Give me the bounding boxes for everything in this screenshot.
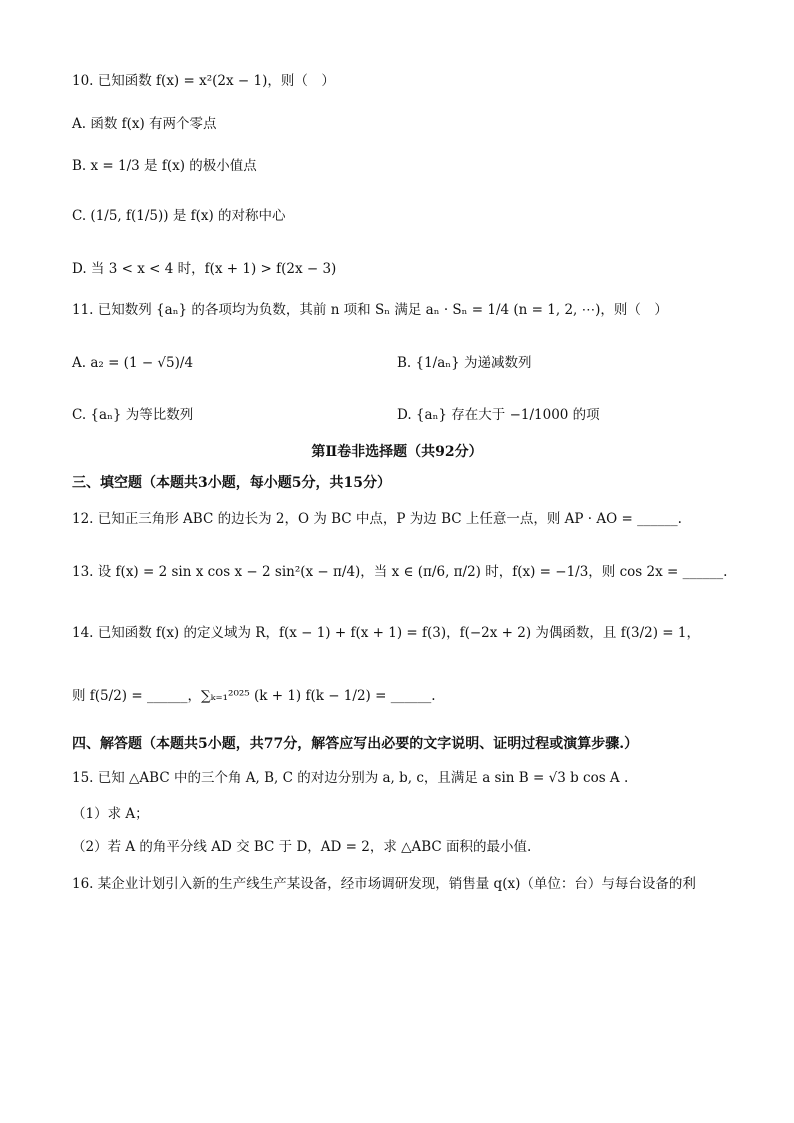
- section4-heading: 四、解答题（本题共5小题，共77分，解答应写出必要的文字说明、证明过程或演算步骤.）: [72, 736, 639, 752]
- q15-stem: 15. 已知 △ABC 中的三个角 A, B, C 的对边分别为 a, b, c，且满足 a sin B = √3 b cos A .: [72, 770, 629, 786]
- section3-heading: 三、填空题（本题共3小题，每小题5分，共15分）: [72, 475, 391, 491]
- q11-option-a: A. a₂ = (1 − √5)/4: [72, 355, 194, 371]
- q10-option-d: D. 当 3 < x < 4 时，f(x + 1) > f(2x − 3): [72, 261, 337, 277]
- q11-option-c: C. {aₙ} 为等比数列: [72, 407, 194, 423]
- q10-stem: 10. 已知函数 f(x) = x²(2x − 1)，则（ ）: [72, 73, 335, 89]
- q10-option-a: A. 函数 f(x) 有两个零点: [72, 116, 217, 132]
- q10-option-b: B. x = 1/3 是 f(x) 的极小值点: [72, 158, 257, 174]
- q11-option-d: D. {aₙ} 存在大于 −1/1000 的项: [397, 407, 600, 423]
- q14-line2: 则 f(5/2) = ______，∑ₖ₌₁²⁰²⁵ (k + 1) f(k − 1/2) = ______.: [72, 688, 436, 704]
- q11-stem: 11. 已知数列 {aₙ} 的各项均为负数，其前 n 项和 Sₙ 满足 aₙ · Sₙ = 1/4 (n = 1, 2, ⋯)，则（ ）: [72, 302, 668, 318]
- q13: 13. 设 f(x) = 2 sin x cos x − 2 sin²(x − π/4)，当 x ∈ (π/6, π/2) 时，f(x) = −1/3，则 cos 2x = ______.: [72, 564, 728, 580]
- q15-part1: （1）求 A；: [72, 806, 149, 822]
- q16-stem: 16. 某企业计划引入新的生产线生产某设备，经市场调研发现，销售量 q(x)（单位：台）与每台设备的利: [72, 876, 696, 892]
- part2-title: 第Ⅱ卷非选择题（共92分）: [311, 444, 483, 460]
- q14-line1: 14. 已知函数 f(x) 的定义域为 R，f(x − 1) + f(x + 1) = f(3)，f(−2x + 2) 为偶函数，且 f(3/2) = 1，: [72, 625, 700, 641]
- q10-option-c: C. (1/5, f(1/5)) 是 f(x) 的对称中心: [72, 208, 286, 224]
- q11-option-b: B. {1/aₙ} 为递减数列: [397, 355, 532, 371]
- q12: 12. 已知正三角形 ABC 的边长为 2，O 为 BC 中点，P 为边 BC 上任意一点，则 AP · AO = ______.: [72, 511, 682, 527]
- q15-part2: （2）若 A 的角平分线 AD 交 BC 于 D，AD = 2，求 △ABC 面积的最小值.: [72, 839, 532, 855]
